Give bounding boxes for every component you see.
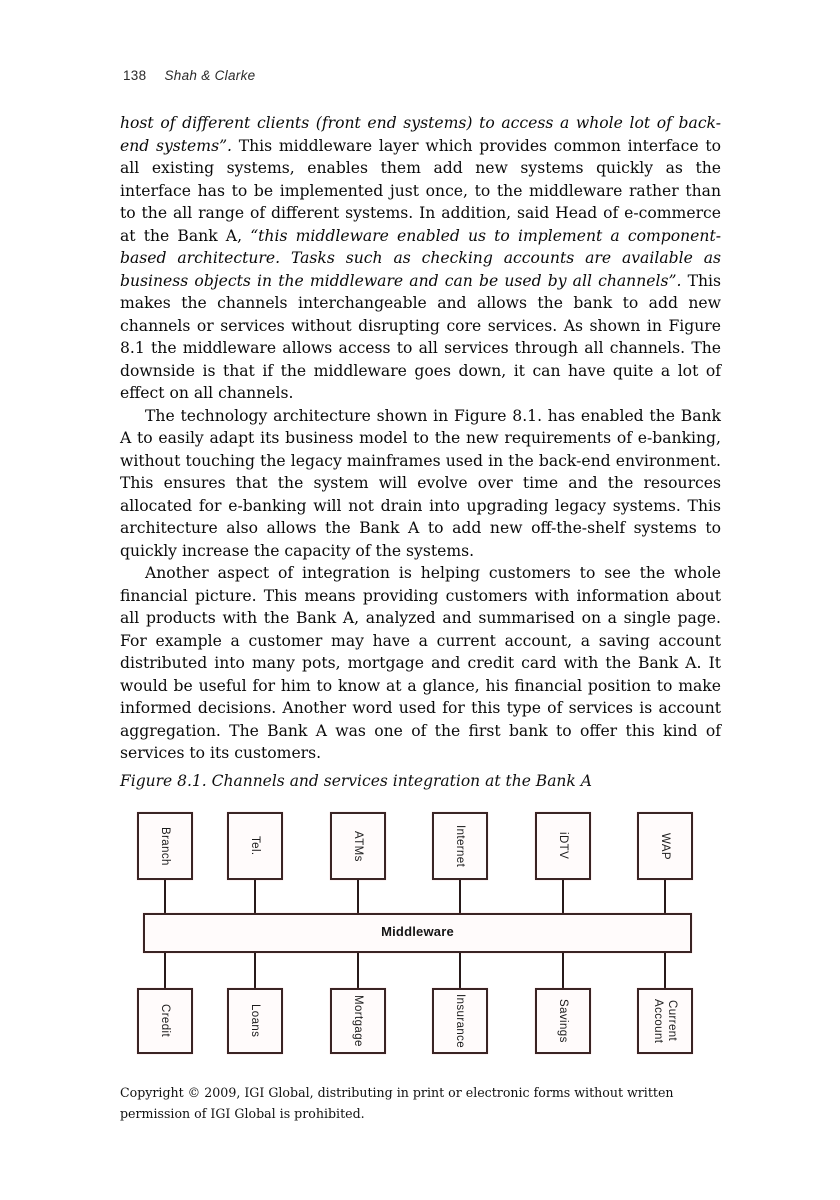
paragraph-1-text-a: This middleware layer which provides common interface to all existing systems, enables them add new systems quickly as the interface has to be implemented just once, to the middleware rather than to the all range of different systems. In addition, said Head of e-commerce at the Bank A, [120, 136, 721, 245]
channel-label: WAP [659, 832, 671, 860]
connector-middleware-insurance [459, 953, 461, 988]
service-box-mortgage [330, 988, 386, 1054]
channel-box-idtv [535, 812, 591, 880]
figure-8-1-diagram [120, 810, 720, 1056]
channel-box-wap [637, 812, 693, 880]
figure-caption: Figure 8.1. Channels and services integration at the Bank A [120, 772, 592, 790]
connector-middleware-current-account [664, 953, 666, 988]
channel-box-atms [330, 812, 386, 880]
paragraph-1 [120, 112, 721, 405]
channel-box-branch [137, 812, 193, 880]
service-box-savings [535, 988, 591, 1054]
connector-wap-middleware [664, 880, 666, 913]
connector-idtv-middleware [562, 880, 564, 913]
service-label: Savings [557, 999, 569, 1043]
connector-middleware-credit [164, 953, 166, 988]
service-box-loans [227, 988, 283, 1054]
connector-middleware-mortgage [357, 953, 359, 988]
service-box-credit [137, 988, 193, 1054]
service-label: Credit [159, 1004, 171, 1038]
middleware-label: Middleware [381, 923, 454, 939]
service-box-current-account [637, 988, 693, 1054]
paragraph-1-text-b: This makes the channels interchangeable and allows the bank to add new channels or services without disrupting core services. As shown in Figure 8.1 the middleware allows access to all services through all channels. The downside is that if the middleware goes down, it can have quite a lot of effect on all channels. [120, 271, 722, 402]
connector-branch-middleware [164, 880, 166, 913]
channel-label: Tel. [249, 836, 261, 856]
connector-tel-middleware [254, 880, 256, 913]
running-header [123, 68, 255, 83]
middleware-bar [143, 913, 692, 953]
service-label: Loans [249, 1004, 261, 1038]
connector-atms-middleware [357, 880, 359, 913]
quote-head-of-ecommerce: “this middleware enabled us to implement a component-based architecture. Tasks such as checking accounts are available as business objects in the middleware and can be used by all channels”. [120, 226, 721, 290]
page-number: 138 [123, 68, 147, 83]
paragraph-3: Another aspect of integration is helping customers to see the whole financial picture. This means providing customers with information about all products with the Bank A, analyzed and summarised on a single page. For example a customer may have a current account, a saving account distributed into many pots, mortgage and credit card with the Bank A. It would be useful for him to know at a glance, his financial position to make informed decisions. Another word used for this type of services is account aggregation. The Bank A was one of the first bank to offer this kind of services to its customers. [120, 564, 721, 762]
channel-box-tel [227, 812, 283, 880]
connector-middleware-savings [562, 953, 564, 988]
quote-continuation: host of different clients (front end systems) to access a whole lot of back-end systems”. [120, 114, 721, 155]
service-label: Mortgage [352, 995, 364, 1047]
channel-label: Branch [159, 826, 171, 866]
channel-box-internet [432, 812, 488, 880]
channel-label: Internet [454, 824, 466, 868]
service-label: Current Account [652, 998, 678, 1044]
channel-label: iDTV [557, 832, 569, 860]
service-box-insurance [432, 988, 488, 1054]
connector-internet-middleware [459, 880, 461, 913]
body-text [120, 112, 721, 765]
channel-label: ATMs [352, 830, 364, 862]
connector-middleware-loans [254, 953, 256, 988]
service-label: Insurance [454, 993, 466, 1049]
paragraph-2: The technology architecture shown in Figure 8.1. has enabled the Bank A to easily adapt its business model to the new requirements of e-banking, without touching the legacy mainframes used in the back-end environment. This ensures that the system will evolve over time and the resources allocated for e-banking will not drain into upgrading legacy systems. This architecture also allows the Bank A to add new off-the-shelf systems to quickly increase the capacity of the systems. [120, 406, 721, 560]
running-title: Shah & Clarke [164, 68, 256, 83]
copyright-notice: Copyright © 2009, IGI Global, distributing in print or electronic forms without written permission of IGI Global is prohibited. [120, 1085, 674, 1121]
